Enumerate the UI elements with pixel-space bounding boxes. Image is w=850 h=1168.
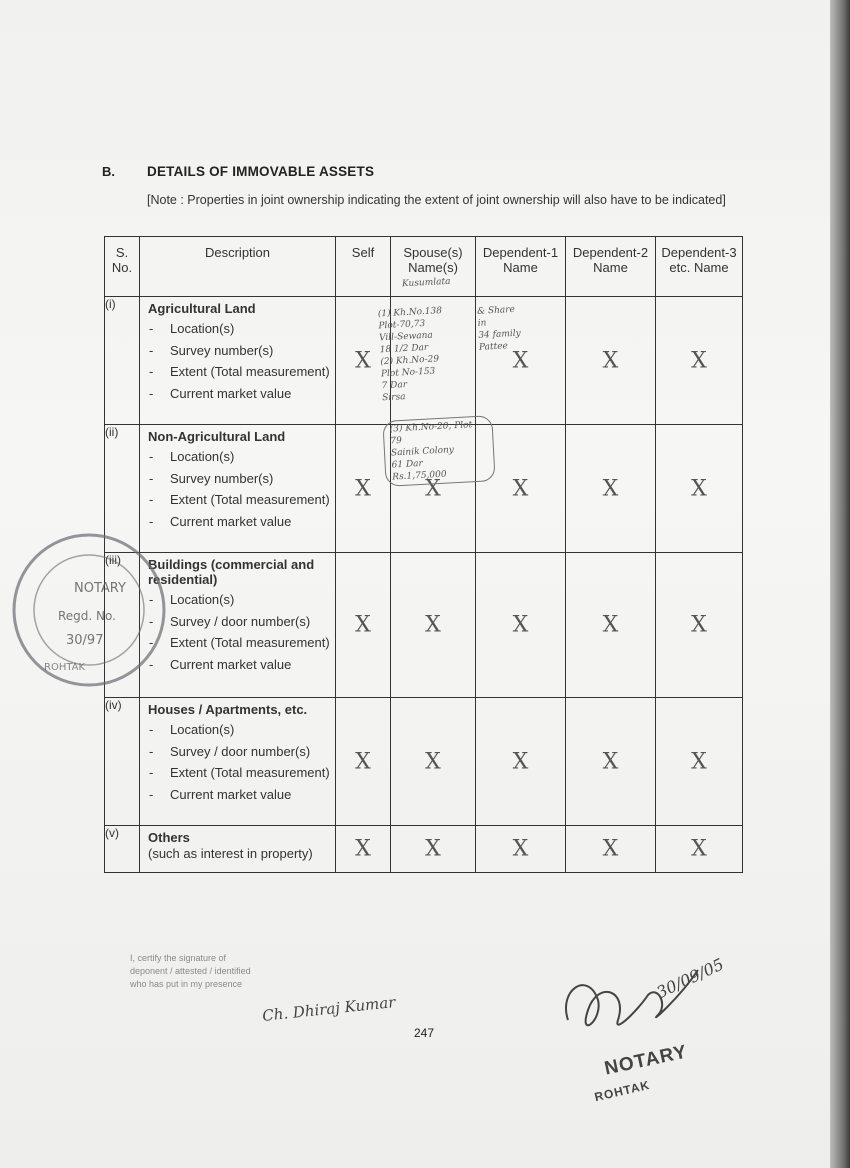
handwritten-line: 7 Dar (381, 379, 408, 392)
handwritten-line: Plot No-153 (380, 366, 436, 380)
mark-cell (566, 553, 656, 698)
row-sno: (iii) (105, 553, 140, 698)
stamp-text: Regd. No. (58, 609, 116, 623)
handwritten-spouse-agri (378, 304, 473, 405)
mark-cell (391, 826, 476, 873)
table-row (105, 698, 743, 826)
row-sno: (iv) (105, 698, 140, 826)
cross-mark: X (355, 348, 371, 373)
cross-mark: X (425, 749, 441, 774)
cross-mark: X (691, 836, 707, 862)
row-subtitle: (such as interest in property) (148, 846, 313, 861)
mark-cell (476, 553, 566, 698)
cross-mark: X (355, 749, 371, 774)
list-item: - Survey / door number(s) (140, 741, 335, 763)
handwritten-line: (1) Kh.No.138 (377, 306, 443, 320)
row-title: Houses / Apartments, etc. (148, 702, 308, 717)
row-title: Agricultural Land (148, 301, 256, 316)
handwritten-line: Sirsa (381, 392, 406, 404)
text-line: I, certify the signature of (130, 953, 227, 963)
cross-mark: X (425, 612, 441, 638)
header-spouse: Spouse(s) Name(s) (391, 237, 476, 297)
cross-mark: X (691, 476, 707, 501)
row-description (140, 826, 336, 873)
cross-mark: X (512, 749, 529, 774)
section-note: [Note : Properties in joint ownership indicating the extent of joint ownership will also have to be indicated] (147, 193, 726, 207)
list-item: - Survey number(s) (140, 468, 335, 490)
notary-date: 30/09/05 (653, 954, 727, 1003)
page-edge-shadow (830, 0, 850, 1168)
cross-mark: X (602, 348, 619, 373)
cross-mark: X (425, 836, 441, 862)
list-item: - Location(s) (140, 318, 335, 340)
deponent-signature: Ch. Dhiraj Kumar (261, 993, 397, 1025)
list-item: - Current market value (140, 383, 335, 405)
text-line: who has put in my presence (130, 979, 243, 989)
list-item: - Survey number(s) (140, 340, 335, 362)
cross-mark: X (691, 749, 707, 774)
handwritten-line: 18 1/2 Dar (379, 342, 429, 356)
list-item: - Current market value (140, 784, 335, 806)
list-item: - Location(s) (140, 446, 335, 468)
handwritten-line: & Share (476, 304, 516, 317)
header-dependent-2: Dependent-2 Name (566, 237, 656, 297)
mark-cell (336, 425, 391, 553)
stamp-text: ROHTAK (44, 662, 86, 673)
cross-mark: X (691, 612, 707, 638)
cross-mark: X (691, 348, 707, 373)
mark-cell (476, 826, 566, 873)
cross-mark: X (512, 348, 529, 373)
list-item: - Current market value (140, 511, 335, 533)
handwritten-line: (2) Kh.No-29 (380, 354, 440, 368)
stamp-text: 30/97 (66, 633, 104, 648)
list-item: - Extent (Total measurement) (140, 762, 335, 784)
cross-mark: X (425, 476, 441, 501)
handwritten-line: Pattee (478, 341, 509, 353)
row-sno: (v) (105, 826, 140, 873)
mark-cell (336, 698, 391, 826)
header-sno: S. No. (105, 237, 140, 297)
row-title: Non-Agricultural Land (148, 429, 286, 444)
handwritten-spouse-name: Kusumlata (401, 276, 451, 290)
list-item: - Location(s) (140, 589, 335, 611)
notary-signature-icon (548, 950, 728, 1060)
mark-cell (656, 425, 743, 553)
list-item: - Extent (Total measurement) (140, 632, 335, 654)
row-sno: (ii) (105, 425, 140, 553)
notary-round-stamp (4, 520, 174, 700)
section-title: DETAILS OF IMMOVABLE ASSETS (147, 164, 375, 179)
mark-cell (566, 297, 656, 425)
handwritten-line: 34 family (478, 328, 521, 341)
handwritten-line: Plot-70,73 (378, 318, 426, 332)
mark-cell (336, 553, 391, 698)
list-item: - Survey / door number(s) (140, 611, 335, 633)
row-description (140, 297, 336, 425)
mark-cell (336, 826, 391, 873)
mark-cell (656, 698, 743, 826)
cross-mark: X (355, 836, 371, 862)
notary-place: ROHTAK (593, 1077, 652, 1105)
header-dependent-3: Dependent-3 etc. Name (656, 237, 743, 297)
cross-mark: X (512, 612, 529, 638)
cross-mark: X (512, 476, 529, 501)
mark-cell (476, 698, 566, 826)
mark-cell (391, 553, 476, 698)
handwritten-line: (3) Kh.No-20, Plot 79 (389, 420, 473, 447)
certification-text (130, 952, 390, 991)
list-item: - Extent (Total measurement) (140, 361, 335, 383)
row-items (140, 318, 335, 404)
list-item: - Extent (Total measurement) (140, 489, 335, 511)
row-title: Others (148, 830, 190, 845)
list-item: - Location(s) (140, 719, 335, 741)
table-row (105, 553, 743, 698)
header-self: Self (336, 237, 391, 297)
mark-cell (566, 425, 656, 553)
mark-cell (391, 698, 476, 826)
handwritten-line: in (477, 318, 487, 329)
cross-mark: X (602, 612, 619, 638)
handwritten-line: Vill-Sewana (378, 330, 434, 344)
cross-mark: X (602, 749, 619, 774)
list-item: - Current market value (140, 654, 335, 676)
text-line: deponent / attested / identified (130, 966, 251, 976)
cross-mark: X (355, 476, 371, 501)
header-description: Description (140, 237, 336, 297)
mark-cell (566, 826, 656, 873)
section-letter: B. (102, 164, 115, 179)
cross-mark: X (602, 836, 619, 862)
header-dependent-1: Dependent-1 Name (476, 237, 566, 297)
cross-mark: X (602, 476, 619, 501)
mark-cell (656, 826, 743, 873)
row-sno: (i) (105, 297, 140, 425)
page-number: 247 (414, 1026, 435, 1040)
mark-cell (656, 297, 743, 425)
notary-label: NOTARY (602, 1041, 690, 1080)
handwritten-line: Rs.1,75,000 (392, 469, 447, 483)
row-title: Buildings (commercial and residential) (148, 557, 315, 587)
row-description (140, 698, 336, 826)
cross-mark: X (512, 836, 529, 862)
table-row (105, 826, 743, 873)
stamp-text: NOTARY (74, 581, 126, 596)
row-items (140, 719, 335, 805)
mark-cell (566, 698, 656, 826)
handwritten-nonagri-note (382, 415, 495, 487)
handwritten-line: 61 Dar (391, 458, 424, 471)
cross-mark: X (355, 612, 371, 638)
mark-cell (656, 553, 743, 698)
handwritten-dep1-agri (477, 302, 549, 354)
handwritten-line: Sainik Colony (390, 445, 455, 459)
